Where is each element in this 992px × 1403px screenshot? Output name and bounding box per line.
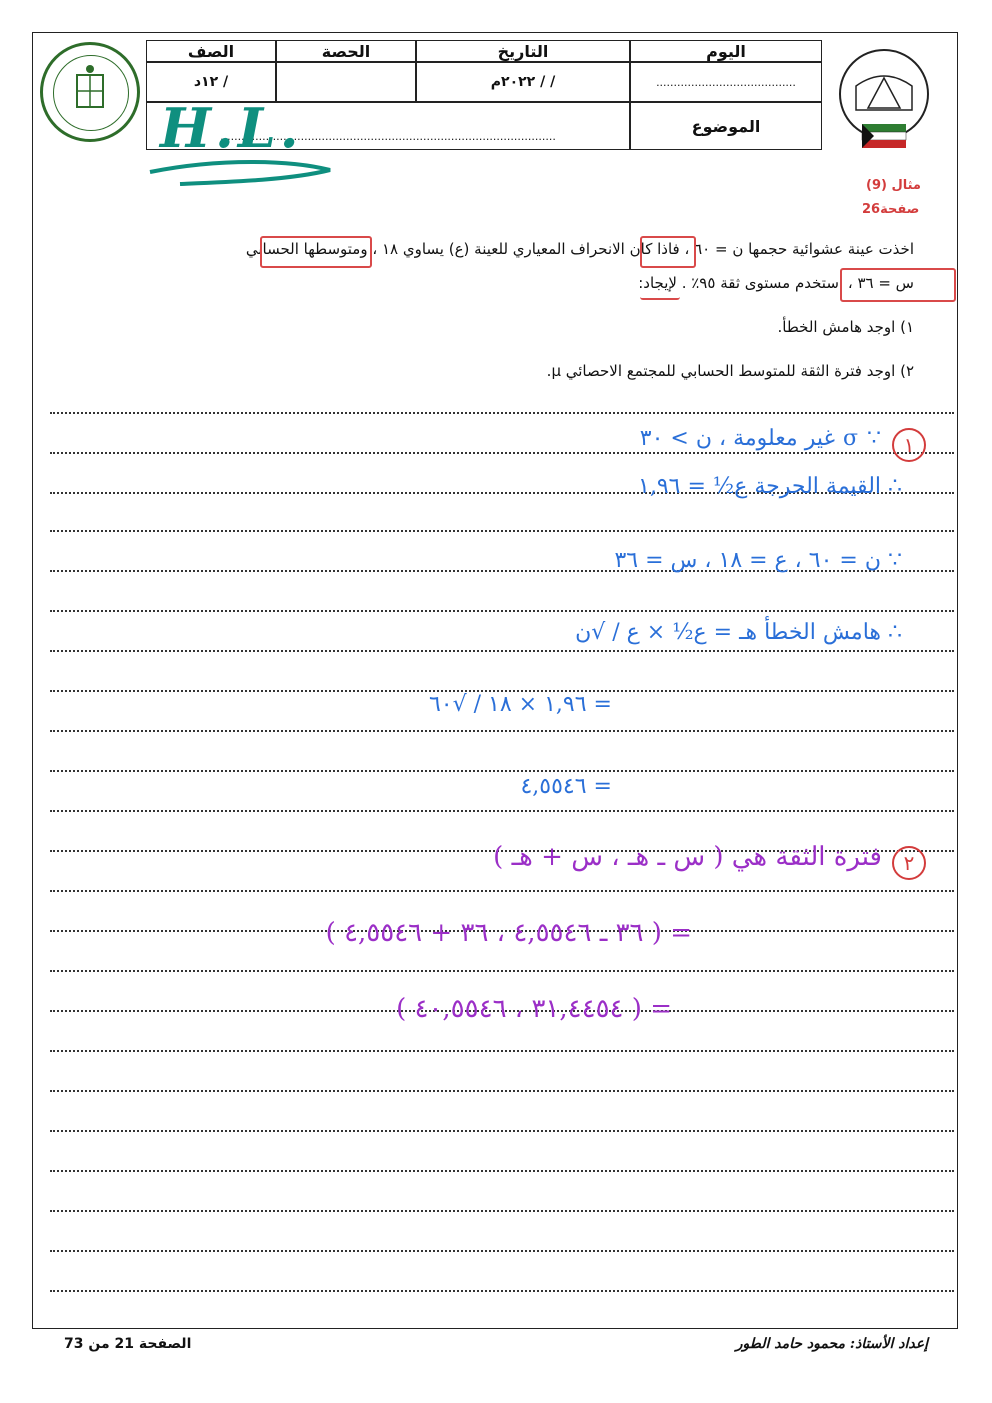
- subject-label: الموضوع: [630, 102, 822, 150]
- highlight-confidence-underline: [640, 268, 680, 300]
- initials-handwriting: H.L.: [160, 96, 303, 160]
- solution-step-5: = ١,٩٦ × ١٨ / √٦٠: [428, 692, 612, 717]
- solution-step-1: ∵ σ غير معلومة ، ن > ٣٠: [639, 426, 882, 451]
- class-label: الصف: [146, 40, 276, 62]
- example-label: مثال (9): [866, 178, 921, 193]
- highlight-sd-box: [260, 236, 372, 268]
- part-2-number: ٢: [892, 846, 926, 880]
- question-item-1: ١) اوجد هامش الخطأ.: [777, 318, 914, 336]
- solution-step-4: ∴ هامش الخطأ هـ = ع½ × ع / √ن: [575, 620, 902, 645]
- solution-step-3: ∵ ن = ٦٠ ، ع = ١٨ ، س = ٣٦: [614, 548, 902, 573]
- highlight-n-box: [640, 236, 696, 268]
- part-1-number: ١: [892, 428, 926, 462]
- solution-step-6: = ٤,٥٥٤٦: [520, 774, 612, 799]
- solution-part-2-line-3: = ( ٣١,٤٤٥٤ ، ٤٠,٥٥٤٦ ): [396, 994, 672, 1024]
- solution-part-2-line-1: فترة الثقة هي ( س ـ هـ ، س + هـ ): [493, 842, 882, 872]
- footer-page-number: الصفحة 21 من 73: [64, 1336, 192, 1352]
- page-frame: [32, 32, 958, 1329]
- example-page-ref: صفحة26: [862, 202, 920, 217]
- question-line-1: اخذت عينة عشوائية حجمها ن = ٦٠ ، فاذا كان الانحراف المعياري للعينة (ع) يساوي ١٨ ، ومتوسطها الحسابي: [245, 240, 914, 258]
- day-value: ........................................: [630, 62, 822, 102]
- solution-step-2: ∴ القيمة الحرجة ع½ = ١,٩٦: [638, 474, 902, 499]
- subject-value: ................................................................................................: [146, 102, 630, 150]
- period-label: الحصة: [276, 40, 416, 62]
- school-seal-logo: [40, 42, 140, 142]
- kuwait-emblem-logo: [826, 46, 942, 158]
- day-label: اليوم: [630, 40, 822, 62]
- highlight-mean-box: [840, 268, 956, 302]
- date-label: التاريخ: [416, 40, 630, 62]
- footer-author: إعداد الأستاذ: محمود حامد الطور: [735, 1336, 928, 1352]
- question-line-2: س = ٣٦ ، استخدم مستوى ثقة ٩٥٪ . لإيجاد:: [638, 274, 914, 292]
- question-item-2: ٢) اوجد فترة الثقة للمتوسط الحسابي للمجتمع الاحصائي μ.: [546, 362, 914, 380]
- date-value: / / ٢٠٢٢م: [416, 62, 630, 102]
- class-value: ١٢د /: [146, 62, 276, 102]
- initials-underline: [140, 150, 340, 190]
- solution-part-2-line-2: = ( ٣٦ ـ ٤,٥٥٤٦ ، ٣٦ + ٤,٥٥٤٦ ): [325, 918, 692, 948]
